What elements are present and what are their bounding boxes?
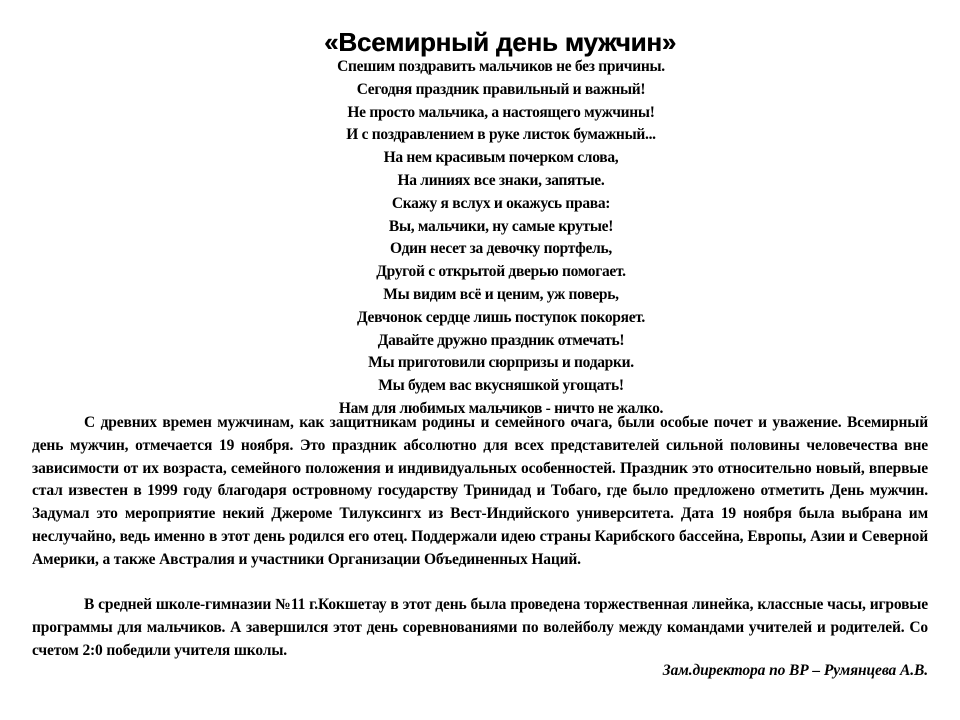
poem-line: Скажу я вслух и окажусь права: [391, 194, 611, 212]
history-paragraph [32, 412, 928, 572]
poem-line: Сегодня праздник правильный и важный! [356, 80, 646, 98]
poem-line: И с поздравлением в руке листок бумажный... [346, 126, 656, 144]
poem-line: Нам для любимых мальчиков - ничто не жалко. [338, 399, 664, 417]
poem-line: На линиях все знаки, запятые. [397, 171, 605, 189]
poem-line: Мы приготовили сюрпризы и подарки. [368, 354, 634, 372]
signature: Зам.директора по ВР – Румянцева А.В. [662, 662, 928, 679]
poem-line: Давайте дружно праздник отмечать! [377, 331, 625, 349]
poem-line: На нем красивым почерком слова, [383, 149, 619, 167]
document-title: «Всемирный день мужчин» [324, 27, 676, 57]
poem [0, 56, 960, 421]
poem-line: Не просто мальчика, а настоящего мужчины! [347, 103, 655, 121]
school-event-paragraph [32, 594, 928, 662]
poem-line: Мы будем вас вкусняшкой угощать! [378, 377, 624, 395]
poem-line: Мы видим всё и ценим, уж поверь, [383, 285, 619, 303]
poem-line: Спешим поздравить мальчиков не без причины. [337, 58, 665, 75]
school-event-paragraph-text: В средней школе-гимназии №11 г.Кокшетау в этот день была проведена торжественная линейка, классные часы, игровые программы для мальчиков. А завершился этот день соревнованиями по волейболу между командами учителей и родителей. Со счетом 2:0 победили учителя школы. [32, 596, 928, 659]
poem-line: Один несет за девочку портфель, [390, 240, 612, 258]
poem-line: Девчонок сердце лишь поступок покоряет. [356, 308, 646, 326]
poem-line: Вы, мальчики, ну самые крутые! [388, 217, 614, 235]
poem-line: Другой с открытой дверью помогает. [376, 263, 626, 281]
history-paragraph-text: С древних времен мужчинам, как защитникам родины и семейного очага, были особые почет и уважение. Всемирный день мужчин, отмечается 19 ноября. Это праздник абсолютно для всех представителей сильной половины человечества вне зависимости от их возраста, семейного положения и индивидуальных особенностей. Праздник это относительно новый, впервые стал известен в 1999 году благодаря островному государству Тринидад и Тобаго, где было предложено отметить День мужчин. Задумал это мероприятие некий Джероме Тилуксингх из Вест-Индийского университета. Дата 19 ноября была выбрана им неслучайно, ведь именно в этот день родился его отец. Поддержали идею страны Карибского бассейна, Европы, Азии и Северной Америки, а также Австралия и участники Организации Объединенных Наций. [32, 414, 928, 568]
